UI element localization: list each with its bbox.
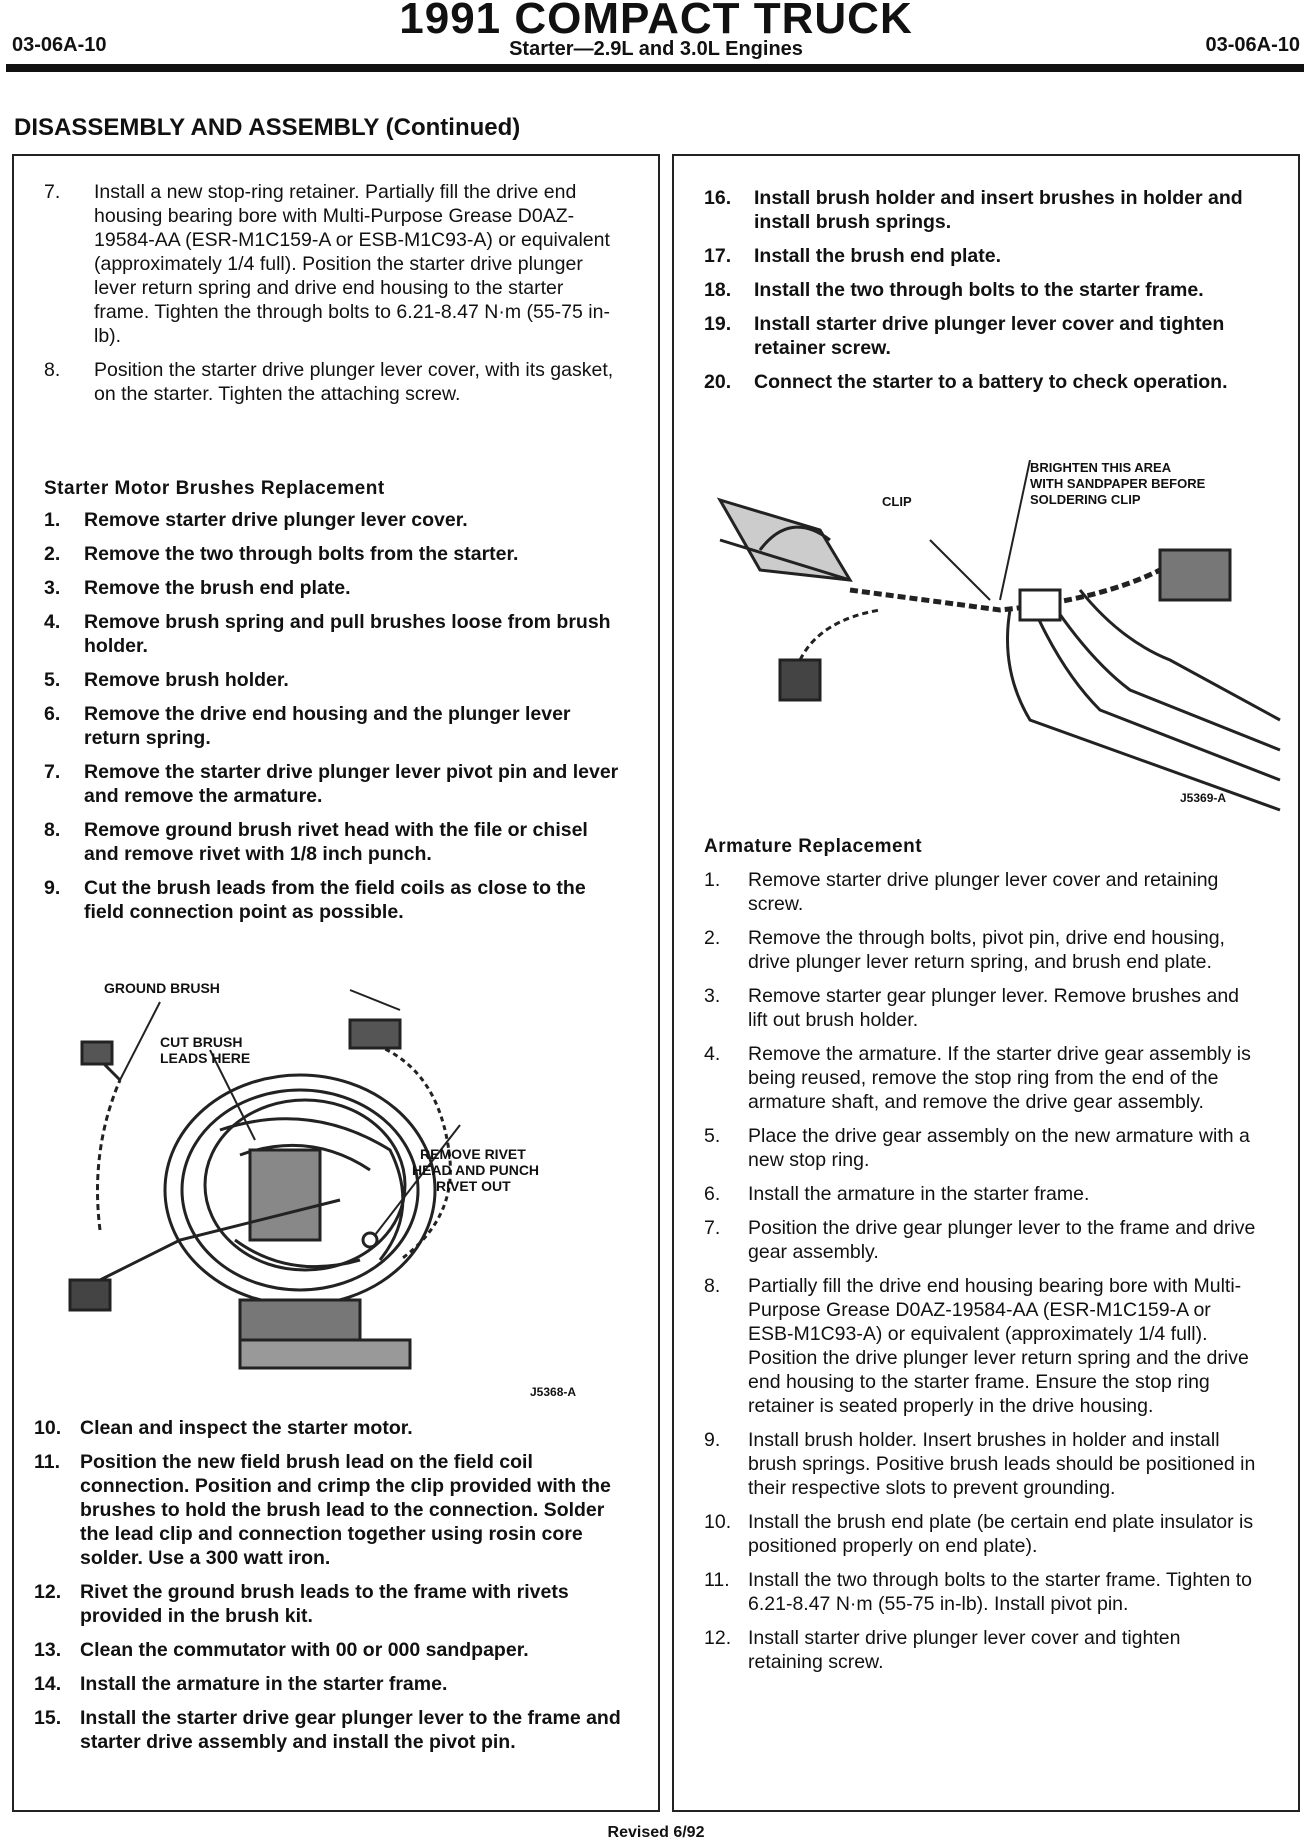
step-number: 18. — [704, 279, 732, 301]
figure-code-left: J5368-A — [530, 1385, 577, 1399]
step-text: Position the drive gear plunger lever to the frame and drive gear assembly. — [748, 1217, 1256, 1263]
step-number: 8. — [44, 359, 61, 381]
step-item — [704, 984, 1260, 1032]
step-text: Clean and inspect the starter motor. — [80, 1417, 413, 1439]
step-text: Install starter drive plunger lever cover and tighten retaining screw. — [748, 1627, 1181, 1673]
brushes-heading: Starter Motor Brushes Replacement — [44, 478, 385, 499]
label-brighten-1: BRIGHTEN THIS AREA — [1030, 460, 1172, 475]
section-title: DISASSEMBLY AND ASSEMBLY (Continued) — [14, 114, 521, 141]
step-text: Install the armature in the starter frame. — [80, 1673, 448, 1695]
step-item — [44, 760, 624, 808]
step-item — [704, 1216, 1260, 1264]
step-text: Remove brush spring and pull brushes loose from brush holder. — [84, 611, 611, 657]
step-item — [44, 610, 624, 658]
step-text: Install a new stop-ring retainer. Partially fill the drive end housing bearing bore with Multi-Purpose Grease D0AZ-19584-AA (ESR-M1C159-A or ESB-M1C93-A) or equivalent (approximately 1/4 full). Position the starter drive plunger lever return spring and drive end housing to the starter frame. Tighten the through bolts to 6.21-8.47 N·m (55-75 in-lb). — [94, 181, 610, 347]
step-number: 6. — [44, 703, 61, 725]
step-number: 10. — [34, 1417, 62, 1439]
step-number: 13. — [34, 1639, 62, 1661]
step-text: Place the drive gear assembly on the new armature with a new stop ring. — [748, 1125, 1250, 1171]
step-text: Remove the through bolts, pivot pin, drive end housing, drive plunger lever return spring, and brush end plate. — [748, 927, 1225, 973]
step-number: 14. — [34, 1673, 62, 1695]
step-text: Install the brush end plate (be certain end plate insulator is positioned properly on end plate). — [748, 1511, 1254, 1557]
left-steps-bottom — [34, 1416, 624, 1764]
label-remove-rivet-3: RIVET OUT — [436, 1178, 511, 1194]
step-text: Clean the commutator with 00 or 000 sandpaper. — [80, 1639, 529, 1661]
step-text: Cut the brush leads from the field coils as close to the field connection point as possible. — [84, 877, 586, 923]
step-number: 11. — [704, 1569, 730, 1591]
step-text: Remove starter gear plunger lever. Remove brushes and lift out brush holder. — [748, 985, 1240, 1031]
step-number: 19. — [704, 313, 732, 335]
step-item — [44, 180, 624, 348]
step-text: Remove starter drive plunger lever cover and retaining screw. — [748, 869, 1219, 915]
step-text: Remove brush holder. — [84, 669, 289, 691]
step-item — [704, 1626, 1260, 1674]
step-text: Position the starter drive plunger lever cover, with its gasket, on the starter. Tighten the attaching screw. — [94, 359, 614, 405]
step-text: Install brush holder and insert brushes in holder and install brush springs. — [754, 187, 1243, 233]
step-number: 16. — [704, 187, 732, 209]
step-item — [34, 1706, 624, 1754]
label-ground-brush: GROUND BRUSH — [104, 980, 220, 996]
step-item — [34, 1672, 624, 1696]
armature-heading: Armature Replacement — [704, 836, 923, 857]
step-number: 7. — [44, 761, 61, 783]
step-text: Position the new field brush lead on the field coil connection. Position and crimp the clip provided with the brushes to hold the brush lead to the connection. Solder the lead clip and connection together using rosin core solder. Use a 300 watt iron. — [80, 1451, 611, 1569]
label-remove-rivet-1: REMOVE RIVET — [420, 1146, 526, 1162]
step-item — [704, 1124, 1260, 1172]
step-item — [704, 1428, 1260, 1500]
step-item — [704, 1510, 1260, 1558]
step-item — [44, 668, 624, 692]
page-code-right: 03-06A-10 — [1205, 34, 1300, 56]
step-number: 4. — [44, 611, 61, 633]
step-text: Install the brush end plate. — [754, 245, 1002, 267]
figure-code-right: J5369-A — [1180, 791, 1227, 805]
step-text: Remove the starter drive plunger lever pivot pin and lever and remove the armature. — [84, 761, 619, 807]
step-number: 12. — [34, 1581, 62, 1603]
step-text: Remove ground brush rivet head with the file or chisel and remove rivet with 1/8 inch punch. — [84, 819, 588, 865]
step-number: 3. — [704, 985, 721, 1007]
step-number: 3. — [44, 577, 61, 599]
step-item — [704, 370, 1264, 394]
step-text: Install brush holder. Insert brushes in holder and install brush springs. Positive brush leads should be positioned in their respective slots to prevent grounding. — [748, 1429, 1256, 1499]
step-text: Install the two through bolts to the starter frame. Tighten to 6.21-8.47 N·m (55-75 in-lb). Install pivot pin. — [748, 1569, 1253, 1615]
header-rule — [6, 64, 1304, 72]
label-cut-brush-1: CUT BRUSH — [160, 1034, 243, 1050]
document-subtitle: Starter—2.9L and 3.0L Engines — [509, 38, 803, 60]
step-number: 8. — [44, 819, 61, 841]
step-number: 1. — [704, 869, 721, 891]
step-number: 9. — [704, 1429, 721, 1451]
left-steps-top — [44, 180, 624, 416]
step-item — [704, 244, 1264, 268]
label-brighten-2: WITH SANDPAPER BEFORE — [1030, 476, 1206, 491]
step-text: Install the two through bolts to the starter frame. — [754, 279, 1204, 301]
step-item — [704, 926, 1260, 974]
step-text: Partially fill the drive end housing bearing bore with Multi-Purpose Grease D0AZ-19584-AA (ESR-M1C159-A or ESB-M1C93-A) or equivalent (approximately 1/4 full). Position the drive plunger lever return spring and the drive end housing to the starter frame. Ensure the stop ring retainer is seated properly in the drive housing. — [748, 1275, 1249, 1417]
label-brighten-3: SOLDERING CLIP — [1030, 492, 1141, 507]
step-item — [44, 508, 624, 532]
step-number: 7. — [44, 181, 61, 203]
document-title: 1991 COMPACT TRUCK — [399, 0, 913, 43]
step-item — [34, 1416, 624, 1440]
step-item — [704, 1274, 1260, 1418]
step-number: 6. — [704, 1183, 721, 1205]
step-text: Install the armature in the starter frame. — [748, 1183, 1090, 1205]
step-number: 4. — [704, 1043, 721, 1065]
step-text: Install starter drive plunger lever cover and tighten retainer screw. — [754, 313, 1225, 359]
step-text: Remove the armature. If the starter drive gear assembly is being reused, remove the stop ring from the end of the armature shaft, and remove the drive gear assembly. — [748, 1043, 1251, 1113]
step-text: Rivet the ground brush leads to the frame with rivets provided in the brush kit. — [80, 1581, 569, 1627]
step-number: 8. — [704, 1275, 721, 1297]
step-number: 20. — [704, 371, 732, 393]
step-item — [34, 1580, 624, 1628]
step-text: Remove starter drive plunger lever cover. — [84, 509, 468, 531]
page-code-left: 03-06A-10 — [12, 34, 107, 56]
clip-soldering-diagram — [700, 460, 1290, 820]
step-text: Remove the brush end plate. — [84, 577, 351, 599]
step-item — [704, 278, 1264, 302]
starter-brush-diagram — [60, 980, 620, 1410]
step-item — [704, 1182, 1260, 1206]
step-number: 11. — [34, 1451, 61, 1473]
step-item — [704, 1568, 1260, 1616]
step-number: 1. — [44, 509, 61, 531]
step-item — [704, 186, 1264, 234]
step-item — [704, 312, 1264, 360]
step-item — [704, 1042, 1260, 1114]
label-remove-rivet-2: HEAD AND PUNCH — [412, 1162, 540, 1178]
step-number: 2. — [704, 927, 721, 949]
label-cut-brush-2: LEADS HERE — [160, 1050, 251, 1066]
step-number: 17. — [704, 245, 732, 267]
figure-ground-brush — [60, 980, 620, 1410]
step-number: 10. — [704, 1511, 732, 1533]
step-text: Remove the two through bolts from the starter. — [84, 543, 519, 565]
step-item — [44, 542, 624, 566]
step-text: Connect the starter to a battery to check operation. — [754, 371, 1228, 393]
step-item — [34, 1638, 624, 1662]
step-item — [44, 358, 624, 406]
step-item — [44, 818, 624, 866]
brush-steps — [44, 508, 624, 934]
step-number: 7. — [704, 1217, 721, 1239]
step-item — [34, 1450, 624, 1570]
step-text: Install the starter drive gear plunger lever to the frame and starter drive assembly and install the pivot pin. — [80, 1707, 621, 1753]
step-number: 2. — [44, 543, 61, 565]
step-item — [44, 876, 624, 924]
step-item — [44, 702, 624, 750]
step-number: 5. — [704, 1125, 721, 1147]
label-clip: CLIP — [882, 494, 912, 509]
step-text: Remove the drive end housing and the plunger lever return spring. — [84, 703, 571, 749]
figure-clip — [700, 460, 1290, 820]
right-steps-top — [704, 186, 1264, 404]
step-item — [44, 576, 624, 600]
step-item — [704, 868, 1260, 916]
step-number: 15. — [34, 1707, 62, 1729]
step-number: 5. — [44, 669, 61, 691]
armature-steps — [704, 868, 1260, 1684]
step-number: 9. — [44, 877, 61, 899]
revision-footer: Revised 6/92 — [607, 1824, 705, 1841]
step-number: 12. — [704, 1627, 732, 1649]
